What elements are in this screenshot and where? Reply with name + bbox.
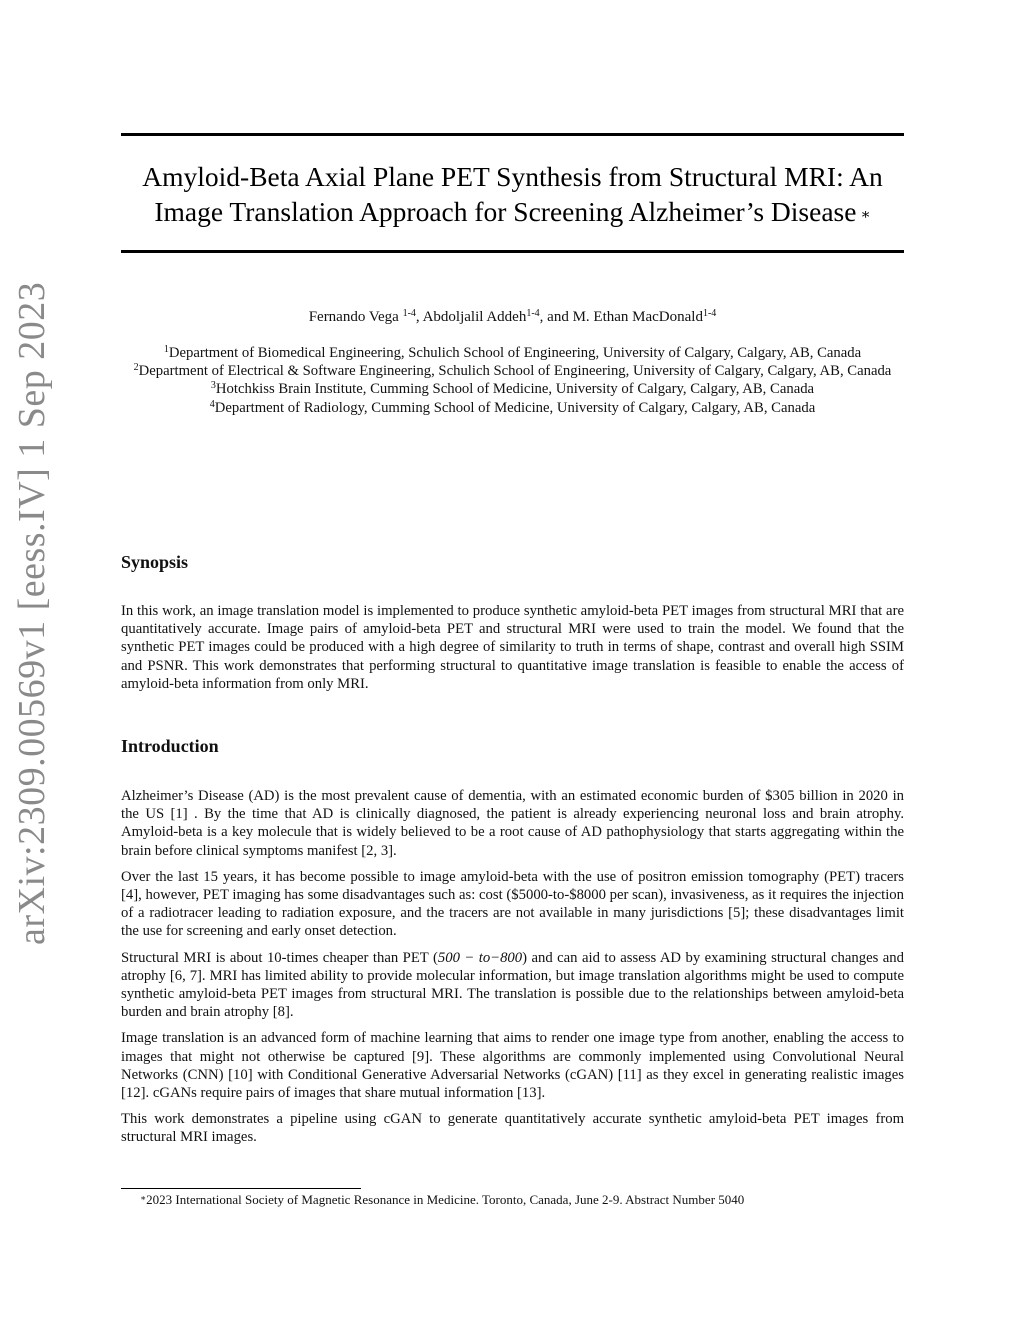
affiliation-item: [121, 380, 904, 398]
affiliation-item: [121, 399, 904, 417]
introduction-body: [121, 787, 904, 1155]
introduction-paragraph-2: Over the last 15 years, it has become possible to image amyloid-beta with the use of positron emission tomography (PET) tracers [4], however, PET imaging has some disadvantages such as: cost ($5000-to-$8000 per scan), invasiveness, as it requires the injection of a radiotracer leading to radiation exposure, and the tracers are not available in many jurisdictions [5]; these disadvantages limit the use for screening and early onset detection.: [121, 868, 904, 940]
paragraph-3-text-start: Structural MRI is about 10-times cheaper than PET (: [121, 949, 438, 966]
footnote-separator: [121, 1188, 361, 1189]
affiliation-number: 4: [209, 398, 215, 410]
author-affiliation-mark: 1-4: [402, 308, 416, 319]
introduction-paragraph-4: Image translation is an advanced form of machine learning that aims to render one image type from another, enabling the access to images that might not otherwise be captured [9]. These algorithms are commonly implemented using Convolutional Neural Networks (CNN) [10] with Conditional Generative Adversarial Networks (cGAN) [11] as they excel in generating realistic images [12]. cGANs require pairs of images that share mutual information [13].: [121, 1030, 904, 1102]
affiliation-text: Department of Radiology, Cumming School of Medicine, University of Calgary, Calgary, AB, Canada: [214, 399, 816, 416]
author-affiliation-mark: 1-4: [526, 308, 540, 319]
title-line-2: [121, 194, 904, 229]
introduction-heading: Introduction: [121, 736, 219, 756]
synopsis-heading: Synopsis: [121, 552, 189, 572]
author-name: Fernando Vega: [308, 309, 399, 325]
footnote: [140, 1192, 744, 1208]
author-affiliation-mark: 1-4: [702, 308, 717, 319]
author-name: , Abdoljalil Addeh: [415, 309, 527, 325]
introduction-paragraph-1: Alzheimer’s Disease (AD) is the most prevalent cause of dementia, with an estimated economic burden of $305 billion in 2020 in the US [1] . By the time that AD is clinically diagnosed, the patient is already experiencing neuronal loss and brain atrophy. Amyloid-beta is a key molecule that is widely believed to be a root cause of AD pathophysiology that starts aggregating within the brain before clinical symptoms manifest [2, 3].: [121, 788, 904, 859]
title-footnote-mark: ∗: [860, 207, 871, 223]
affiliation-number: 3: [210, 380, 216, 392]
author-list: [121, 308, 904, 326]
footnote-mark: ∗: [140, 1193, 147, 1203]
title-rule-top: [121, 133, 904, 136]
arxiv-identifier-stamp: arXiv:2309.00569v1 [eess.IV] 1 Sep 2023: [11, 281, 53, 945]
affiliation-list: [121, 344, 904, 417]
cost-range-math: 500 − to−800: [437, 949, 523, 966]
affiliation-number: 2: [133, 362, 139, 374]
paragraph-3-text-end: ) and can aid to assess AD by examining structural changes and atrophy [6, 7]. MRI has limited ability to provide molecular information, but image translation algorithms might be used to compute synthetic amyloid-beta PET images from structural MRI. The translation is possible due to the relationships between amyloid-beta burden and brain atrophy [8].: [121, 949, 904, 1021]
author-name: , and M. Ethan MacDonald: [539, 309, 703, 325]
affiliation-number: 1: [163, 344, 169, 355]
affiliation-text: Hotchkiss Brain Institute, Cumming School of Medicine, University of Calgary, Calgary, AB, Canada: [215, 381, 815, 398]
affiliation-item: [121, 344, 904, 362]
affiliation-text: Department of Biomedical Engineering, Schulich School of Engineering, University of Calgary, Calgary, AB, Canada: [168, 345, 862, 361]
footnote-text: 2023 International Society of Magnetic Resonance in Medicine. Toronto, Canada, June 2-9. Abstract Number 5040: [146, 1192, 745, 1207]
affiliation-text: Department of Electrical & Software Engineering, Schulich School of Engineering, University of Calgary, Calgary, AB, Canada: [138, 363, 892, 380]
introduction-paragraph-3: [121, 949, 904, 1022]
title-line-2-text: Image Translation Approach for Screening Alzheimer’s Disease: [154, 196, 857, 227]
title-line-1: Amyloid-Beta Axial Plane PET Synthesis from Structural MRI: An: [142, 161, 883, 192]
introduction-paragraph-5: This work demonstrates a pipeline using cGAN to generate quantitatively accurate synthetic amyloid-beta PET images from structural MRI images.: [121, 1111, 904, 1146]
affiliation-item: [121, 362, 904, 380]
synopsis-paragraph: In this work, an image translation model is implemented to produce synthetic amyloid-beta PET images from structural MRI that are quantitatively accurate. Image pairs of amyloid-beta PET and structural MRI were used to train the model. We found that the synthetic PET images could be produced with a high degree of similarity to truth in terms of shape, contrast and overall high SSIM and PSNR. This work demonstrates that performing structural to quantitative image translation is feasible to enable the access of amyloid-beta information from only MRI.: [121, 603, 904, 692]
paper-title: [121, 159, 904, 229]
title-rule-bottom: [121, 250, 904, 253]
